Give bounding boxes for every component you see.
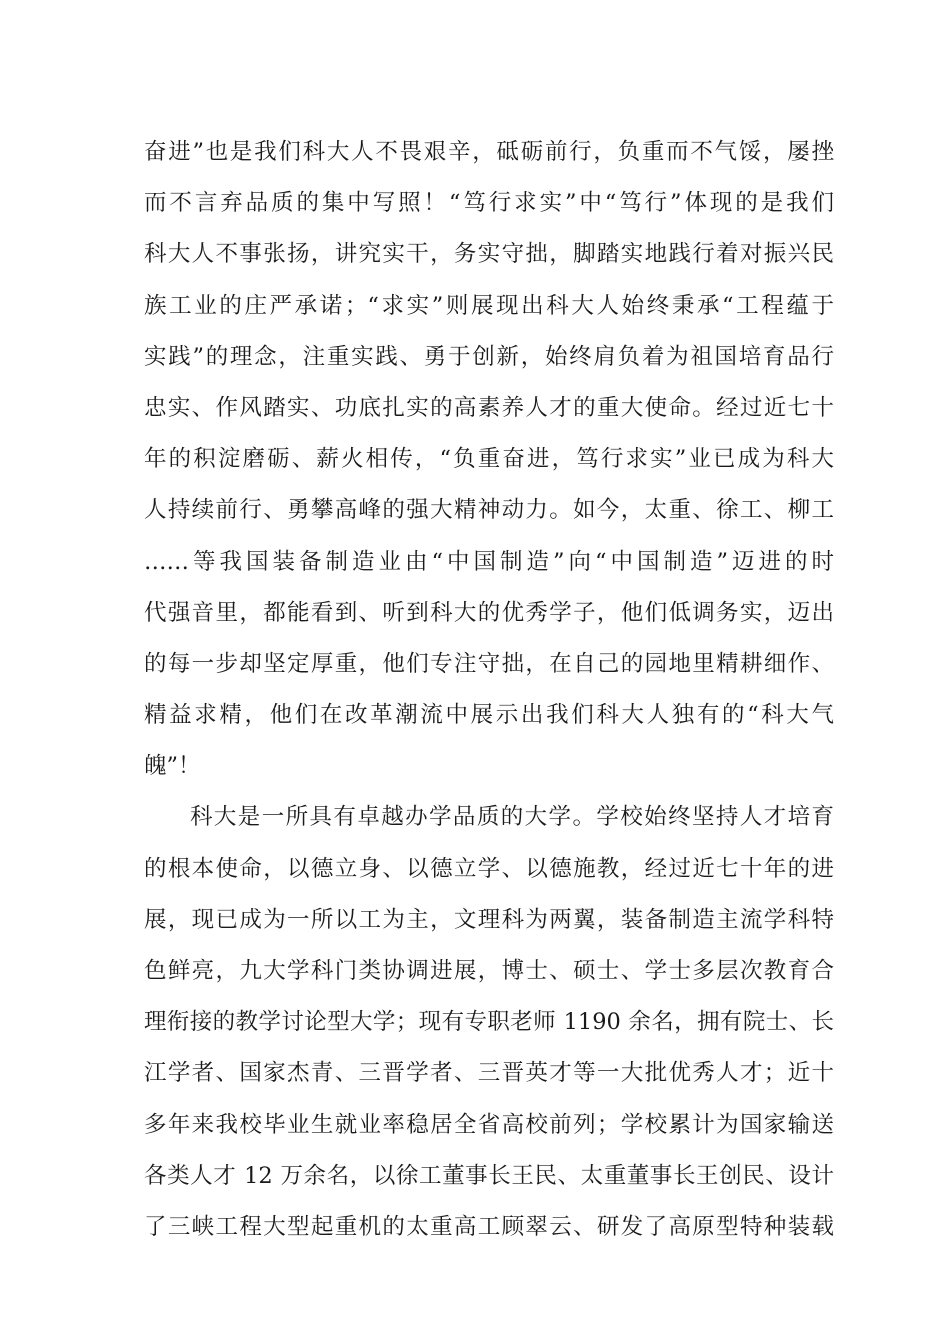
- text-line: 实践”的理念，注重实践、勇于创新，始终肩负着为祖国培育品行: [144, 343, 834, 370]
- text-line: 江学者、国家杰青、三晋学者、三晋英才等一大批优秀人才；近十: [144, 1060, 834, 1087]
- text-line: 而不言弃品质的集中写照！“笃行求实”中“笃行”体现的是我们: [144, 190, 834, 217]
- text-line: 魄”！: [144, 753, 201, 780]
- text-line: 多年来我校毕业生就业率稳居全省高校前列；学校累计为国家输送: [144, 1111, 834, 1138]
- text-line: 科大人不事张扬，讲究实干，务实守拙，脚踏实地践行着对振兴民: [144, 241, 834, 268]
- text-line: 年的积淀磨砺、薪火相传，“负重奋进，笃行求实”业已成为科大: [144, 446, 834, 473]
- document-body: [144, 127, 834, 1253]
- text-line: 代强音里，都能看到、听到科大的优秀学子，他们低调务实，迈出: [144, 599, 834, 626]
- text-line: 色鲜亮，九大学科门类协调进展，博士、硕士、学士多层次教育合: [144, 958, 834, 984]
- text-line: 忠实、作风踏实、功底扎实的高素养人才的重大使命。经过近七十: [144, 394, 834, 421]
- text-line: 精益求精，他们在改革潮流中展示出我们科大人独有的“科大气: [144, 702, 834, 729]
- text-line: 科大是一所具有卓越办学品质的大学。学校始终坚持人才培育: [190, 804, 834, 831]
- text-line: 人持续前行、勇攀高峰的强大精神动力。如今，太重、徐工、柳工: [144, 497, 834, 524]
- text-line: 奋进”也是我们科大人不畏艰辛，砥砺前行，负重而不气馁，屡挫: [144, 139, 834, 165]
- paragraph-2: [144, 792, 834, 1253]
- text-line: 的根本使命，以德立身、以德立学、以德施教，经过近七十年的进: [144, 855, 834, 882]
- text-line: 理衔接的教学讨论型大学；现有专职老师 1190 余名，拥有院士、长: [144, 1009, 834, 1036]
- paragraph-1: [144, 127, 834, 792]
- text-line: 展，现已成为一所以工为主，文理科为两翼，装备制造主流学科特: [144, 906, 834, 933]
- text-line: 各类人才 12 万余名，以徐工董事长王民、太重董事长王创民、设计: [144, 1162, 834, 1189]
- text-line: ‥‥‥等我国装备制造业由“中国制造”向“中国制造”迈进的时: [144, 548, 834, 575]
- text-line: 的每一步却坚定厚重，他们专注守拙，在自己的园地里精耕细作、: [144, 650, 834, 677]
- text-line: 族工业的庄严承诺；“求实”则展现出科大人始终秉承“工程蕴于: [144, 292, 834, 319]
- text-line: 了三峡工程大型起重机的太重高工顾翠云、研发了高原型特种装载: [144, 1213, 834, 1240]
